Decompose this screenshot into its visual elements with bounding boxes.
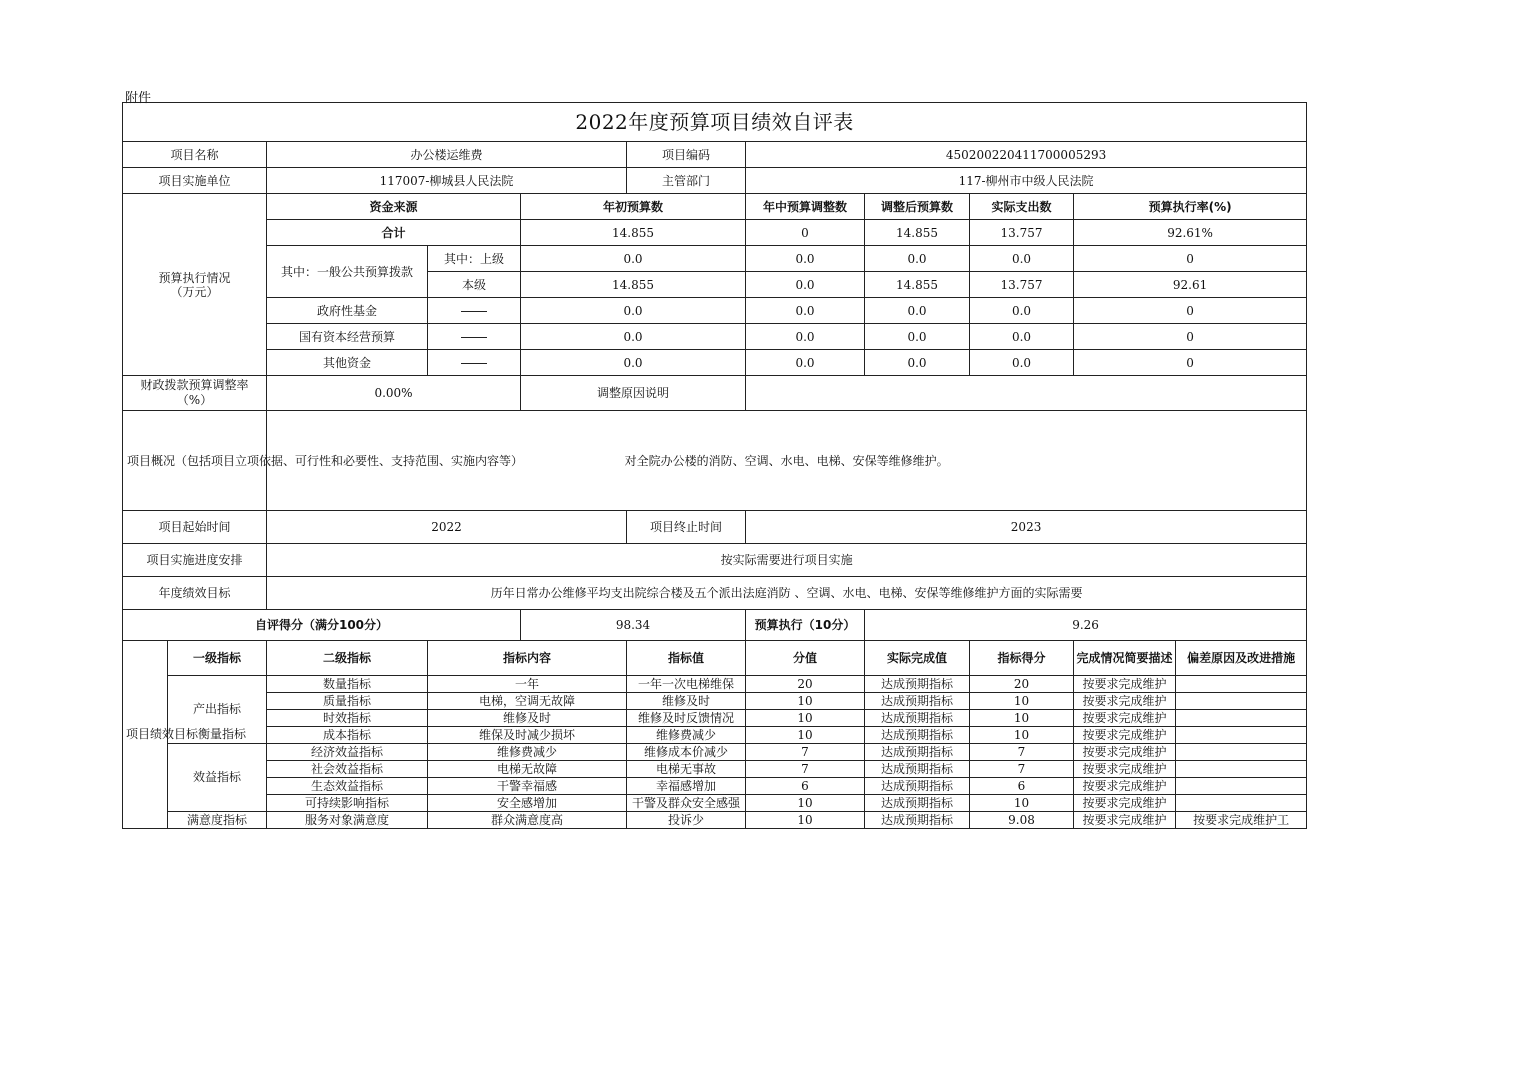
indicator-target: 幸福感增加	[627, 778, 746, 795]
adjust-rate: 0.00%	[267, 376, 521, 411]
overview-label: 项目概况（包括项目立项依据、可行性和必要性、支持范围、实施内容等）	[123, 411, 267, 511]
indicator-content: 电梯，空调无故障	[428, 693, 627, 710]
adjust-rate-label: 财政拨款预算调整率 （%）	[123, 376, 267, 411]
budget-total-actual: 13.757	[970, 220, 1074, 246]
indicator-actual: 达成预期指标	[865, 727, 970, 744]
indicator-row	[123, 778, 1307, 795]
page-title: 2022年度预算项目绩效自评表	[123, 103, 1307, 142]
indicator-score: 7	[970, 761, 1074, 778]
project-code-label: 项目编码	[627, 142, 746, 168]
indicator-content: 群众满意度高	[428, 812, 627, 829]
budget-local-actual: 13.757	[970, 272, 1074, 298]
indicator-level2: 数量指标	[267, 676, 428, 693]
indicator-actual: 达成预期指标	[865, 676, 970, 693]
indicator-actual: 达成预期指标	[865, 761, 970, 778]
schedule-text: 按实际需要进行项目实施	[267, 544, 1307, 577]
budget-other-adjusted: 0.0	[865, 350, 970, 376]
indicator-header-score: 指标得分	[970, 641, 1074, 676]
budget-header-source: 资金来源	[267, 194, 521, 220]
budget-header-adjusted: 调整后预算数	[865, 194, 970, 220]
budget-govfund-label: 政府性基金	[267, 298, 428, 324]
indicator-actual: 达成预期指标	[865, 744, 970, 761]
indicator-weight: 7	[746, 761, 865, 778]
indicator-header-level1: 一级指标	[168, 641, 267, 676]
budget-statecapital-rate: 0	[1074, 324, 1307, 350]
indicator-deviation	[1176, 761, 1307, 778]
overview-row	[123, 411, 1307, 511]
indicator-target: 维修及时	[627, 693, 746, 710]
indicator-header-level2: 二级指标	[267, 641, 428, 676]
period-row	[123, 511, 1307, 544]
budget-local-label: 本级	[428, 272, 521, 298]
indicator-content: 安全感增加	[428, 795, 627, 812]
budget-local-initial: 14.855	[521, 272, 746, 298]
score-row	[123, 610, 1307, 641]
indicator-score: 9.08	[970, 812, 1074, 829]
budget-other-actual: 0.0	[970, 350, 1074, 376]
budget-govfund-rate: 0	[1074, 298, 1307, 324]
dept-label: 主管部门	[627, 168, 746, 194]
budget-upper-row	[123, 246, 1307, 272]
budget-total-initial: 14.855	[521, 220, 746, 246]
indicator-row	[123, 727, 1307, 744]
budget-statecapital-adjusted: 0.0	[865, 324, 970, 350]
budget-header-row	[123, 194, 1307, 220]
budget-local-adjusted: 14.855	[865, 272, 970, 298]
budget-other-midyear: 0.0	[746, 350, 865, 376]
end-year: 2023	[746, 511, 1307, 544]
budget-statecapital-label: 国有资本经营预算	[267, 324, 428, 350]
budget-govfund-initial: 0.0	[521, 298, 746, 324]
indicator-header-actual: 实际完成值	[865, 641, 970, 676]
budget-total-midyear: 0	[746, 220, 865, 246]
indicator-level1: 产出指标	[168, 676, 267, 744]
indicator-score: 10	[970, 710, 1074, 727]
project-unit-row	[123, 168, 1307, 194]
adjust-reason	[746, 376, 1307, 411]
indicator-target: 电梯无事故	[627, 761, 746, 778]
dash-cell	[428, 298, 521, 324]
indicator-desc: 按要求完成维护	[1074, 778, 1176, 795]
indicator-weight: 10	[746, 693, 865, 710]
budget-total-label: 合计	[267, 220, 521, 246]
schedule-row	[123, 544, 1307, 577]
indicator-score: 10	[970, 693, 1074, 710]
start-label: 项目起始时间	[123, 511, 267, 544]
indicator-deviation	[1176, 676, 1307, 693]
indicator-level2: 成本指标	[267, 727, 428, 744]
indicator-actual: 达成预期指标	[865, 693, 970, 710]
indicator-level2: 生态效益指标	[267, 778, 428, 795]
indicator-level2: 时效指标	[267, 710, 428, 727]
project-code: 450200220411700005293	[746, 142, 1307, 168]
dash-line	[461, 363, 487, 364]
start-year: 2022	[267, 511, 627, 544]
indicator-weight: 10	[746, 727, 865, 744]
indicator-desc: 按要求完成维护	[1074, 795, 1176, 812]
budget-govfund-row	[123, 298, 1307, 324]
indicator-row	[123, 812, 1307, 829]
indicator-row	[123, 693, 1307, 710]
indicator-deviation	[1176, 795, 1307, 812]
budget-upper-label: 其中：上级	[428, 246, 521, 272]
indicator-header-target: 指标值	[627, 641, 746, 676]
indicator-header-row	[123, 641, 1307, 676]
budget-govfund-adjusted: 0.0	[865, 298, 970, 324]
project-unit: 117007-柳城县人民法院	[267, 168, 627, 194]
indicator-target: 维修费减少	[627, 727, 746, 744]
indicator-target: 维修及时反馈情况	[627, 710, 746, 727]
indicator-content: 一年	[428, 676, 627, 693]
indicator-desc: 按要求完成维护	[1074, 710, 1176, 727]
indicator-weight: 10	[746, 812, 865, 829]
dash-cell	[428, 350, 521, 376]
budget-other-initial: 0.0	[521, 350, 746, 376]
indicator-deviation	[1176, 727, 1307, 744]
budget-header-initial: 年初预算数	[521, 194, 746, 220]
adjust-reason-label: 调整原因说明	[521, 376, 746, 411]
annual-goal-text: 历年日常办公维修平均支出院综合楼及五个派出法庭消防 、空调、水电、电梯、安保等维修维护方面的实际需要	[267, 577, 1307, 610]
indicator-level1: 效益指标	[168, 744, 267, 812]
indicator-level2: 服务对象满意度	[267, 812, 428, 829]
indicator-content: 维修及时	[428, 710, 627, 727]
indicator-level2: 经济效益指标	[267, 744, 428, 761]
indicator-row	[123, 744, 1307, 761]
indicator-level2: 可持续影响指标	[267, 795, 428, 812]
indicator-content: 维修费减少	[428, 744, 627, 761]
budget-statecapital-initial: 0.0	[521, 324, 746, 350]
budget-total-rate: 92.61%	[1074, 220, 1307, 246]
indicator-score: 20	[970, 676, 1074, 693]
indicator-desc: 按要求完成维护	[1074, 693, 1176, 710]
self-score-value: 98.34	[521, 610, 746, 641]
indicator-weight: 10	[746, 795, 865, 812]
indicator-desc: 按要求完成维护	[1074, 676, 1176, 693]
indicator-level2: 社会效益指标	[267, 761, 428, 778]
indicator-weight: 20	[746, 676, 865, 693]
indicator-content: 干警幸福感	[428, 778, 627, 795]
budget-statecapital-midyear: 0.0	[746, 324, 865, 350]
budget-upper-rate: 0	[1074, 246, 1307, 272]
dash-line	[461, 311, 487, 312]
schedule-label: 项目实施进度安排	[123, 544, 267, 577]
indicator-deviation	[1176, 778, 1307, 795]
indicator-deviation	[1176, 744, 1307, 761]
indicator-desc: 按要求完成维护	[1074, 761, 1176, 778]
budget-govfund-midyear: 0.0	[746, 298, 865, 324]
budget-statecapital-actual: 0.0	[970, 324, 1074, 350]
overview-text: 对全院办公楼的消防、空调、水电、电梯、安保等维修维护。	[267, 411, 1307, 511]
performance-table	[122, 102, 1307, 829]
budget-upper-actual: 0.0	[970, 246, 1074, 272]
dash-cell	[428, 324, 521, 350]
indicator-target: 维修成本价减少	[627, 744, 746, 761]
indicator-header-content: 指标内容	[428, 641, 627, 676]
title-row	[123, 103, 1307, 142]
indicator-row	[123, 710, 1307, 727]
indicator-row	[123, 795, 1307, 812]
indicator-desc: 按要求完成维护	[1074, 727, 1176, 744]
indicator-actual: 达成预期指标	[865, 778, 970, 795]
budget-govfund-actual: 0.0	[970, 298, 1074, 324]
indicator-deviation	[1176, 693, 1307, 710]
dash-line	[461, 337, 487, 338]
indicator-header-desc: 完成情况简要描述	[1074, 641, 1176, 676]
budget-other-label: 其他资金	[267, 350, 428, 376]
indicator-actual: 达成预期指标	[865, 812, 970, 829]
budget-other-rate: 0	[1074, 350, 1307, 376]
indicator-section-label: 项目绩效目标衡量指标	[123, 641, 168, 829]
attachment-label: 附件	[125, 91, 152, 106]
indicator-actual: 达成预期指标	[865, 710, 970, 727]
project-name-row	[123, 142, 1307, 168]
dept: 117-柳州市中级人民法院	[746, 168, 1307, 194]
indicator-score: 10	[970, 727, 1074, 744]
budget-other-row	[123, 350, 1307, 376]
indicator-deviation	[1176, 710, 1307, 727]
indicator-target: 一年一次电梯维保	[627, 676, 746, 693]
indicator-weight: 10	[746, 710, 865, 727]
budget-header-actual: 实际支出数	[970, 194, 1074, 220]
budget-general-label: 其中：一般公共预算拨款	[267, 246, 428, 298]
budget-local-midyear: 0.0	[746, 272, 865, 298]
budget-upper-adjusted: 0.0	[865, 246, 970, 272]
budget-statecapital-row	[123, 324, 1307, 350]
indicator-level1: 满意度指标	[168, 812, 267, 829]
budget-section-label: 预算执行情况 （万元）	[123, 194, 267, 376]
indicator-header-weight: 分值	[746, 641, 865, 676]
end-label: 项目终止时间	[627, 511, 746, 544]
indicator-row	[123, 761, 1307, 778]
indicator-header-deviation: 偏差原因及改进措施	[1176, 641, 1307, 676]
indicator-desc: 按要求完成维护	[1074, 744, 1176, 761]
indicator-weight: 6	[746, 778, 865, 795]
indicator-target: 干警及群众安全感强	[627, 795, 746, 812]
indicator-score: 6	[970, 778, 1074, 795]
indicator-score: 7	[970, 744, 1074, 761]
indicator-content: 电梯无故障	[428, 761, 627, 778]
indicator-desc: 按要求完成维护	[1074, 812, 1176, 829]
indicator-actual: 达成预期指标	[865, 795, 970, 812]
exec-score-value: 9.26	[865, 610, 1307, 641]
project-name-label: 项目名称	[123, 142, 267, 168]
indicator-target: 投诉少	[627, 812, 746, 829]
budget-total-row	[123, 220, 1307, 246]
indicator-score: 10	[970, 795, 1074, 812]
budget-header-midyear: 年中预算调整数	[746, 194, 865, 220]
budget-upper-initial: 0.0	[521, 246, 746, 272]
budget-local-rate: 92.61	[1074, 272, 1307, 298]
exec-score-label: 预算执行（10分）	[746, 610, 865, 641]
indicator-level2: 质量指标	[267, 693, 428, 710]
indicator-deviation: 按要求完成维护工	[1176, 812, 1307, 829]
budget-upper-midyear: 0.0	[746, 246, 865, 272]
budget-total-adjusted: 14.855	[865, 220, 970, 246]
indicator-content: 维保及时减少损坏	[428, 727, 627, 744]
indicator-row	[123, 676, 1307, 693]
annual-goal-row	[123, 577, 1307, 610]
annual-goal-label: 年度绩效目标	[123, 577, 267, 610]
project-name: 办公楼运维费	[267, 142, 627, 168]
indicator-weight: 7	[746, 744, 865, 761]
self-score-label: 自评得分（满分100分）	[123, 610, 521, 641]
budget-header-rate: 预算执行率(%)	[1074, 194, 1307, 220]
adjust-row	[123, 376, 1307, 411]
project-unit-label: 项目实施单位	[123, 168, 267, 194]
